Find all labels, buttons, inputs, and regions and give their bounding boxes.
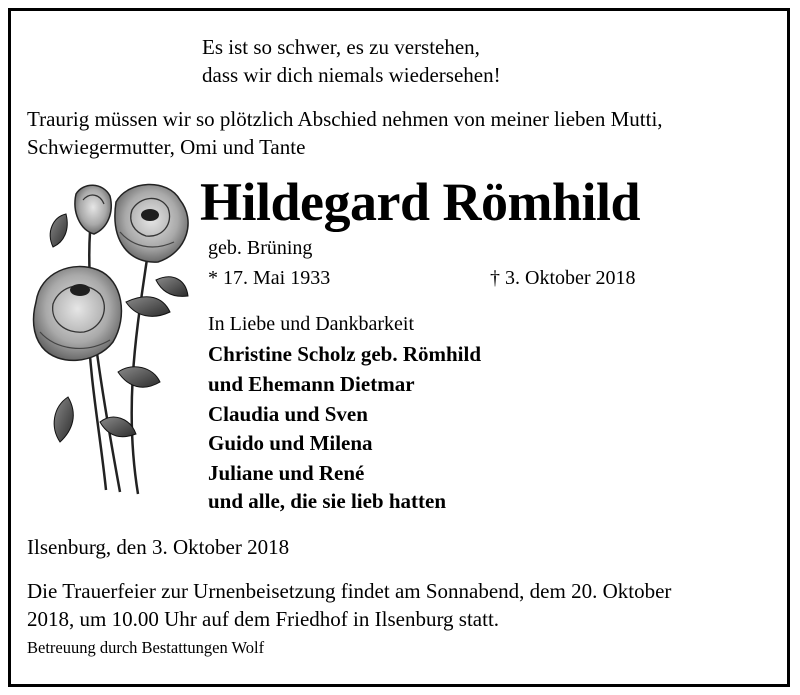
mourner-line-6: und alle, die sie lieb hatten bbox=[208, 489, 447, 513]
rose-bouquet-icon bbox=[28, 172, 198, 497]
intro-line-1: Traurig müssen wir so plötzlich Abschied nehmen von meiner lieben Mutti, bbox=[27, 107, 663, 131]
mourner-line-3: Claudia und Sven bbox=[208, 402, 368, 426]
intro-line-2: Schwiegermutter, Omi und Tante bbox=[27, 135, 306, 159]
place-date: Ilsenburg, den 3. Oktober 2018 bbox=[27, 535, 290, 559]
funeral-line-1: Die Trauerfeier zur Urnenbeisetzung findet am Sonnabend, dem 20. Oktober bbox=[27, 579, 672, 603]
death-date: † 3. Oktober 2018 bbox=[490, 267, 636, 289]
verse-line-2: dass wir dich niemals wiedersehen! bbox=[202, 63, 501, 87]
mourner-line-5: Juliane und René bbox=[208, 461, 365, 485]
undertaker-note: Betreuung durch Bestattungen Wolf bbox=[27, 638, 265, 657]
deceased-name: Hildegard Römhild bbox=[200, 172, 641, 232]
verse-line-1: Es ist so schwer, es zu verstehen, bbox=[202, 35, 480, 59]
maiden-name: geb. Brüning bbox=[208, 237, 313, 259]
mourner-line-1: Christine Scholz geb. Römhild bbox=[208, 342, 482, 366]
mourners-intro: In Liebe und Dankbarkeit bbox=[208, 313, 415, 335]
funeral-line-2: 2018, um 10.00 Uhr auf dem Friedhof in Ilsenburg statt. bbox=[27, 607, 500, 631]
mourner-line-4: Guido und Milena bbox=[208, 431, 373, 455]
birth-date: * 17. Mai 1933 bbox=[208, 267, 331, 289]
mourner-line-2: und Ehemann Dietmar bbox=[208, 372, 415, 396]
